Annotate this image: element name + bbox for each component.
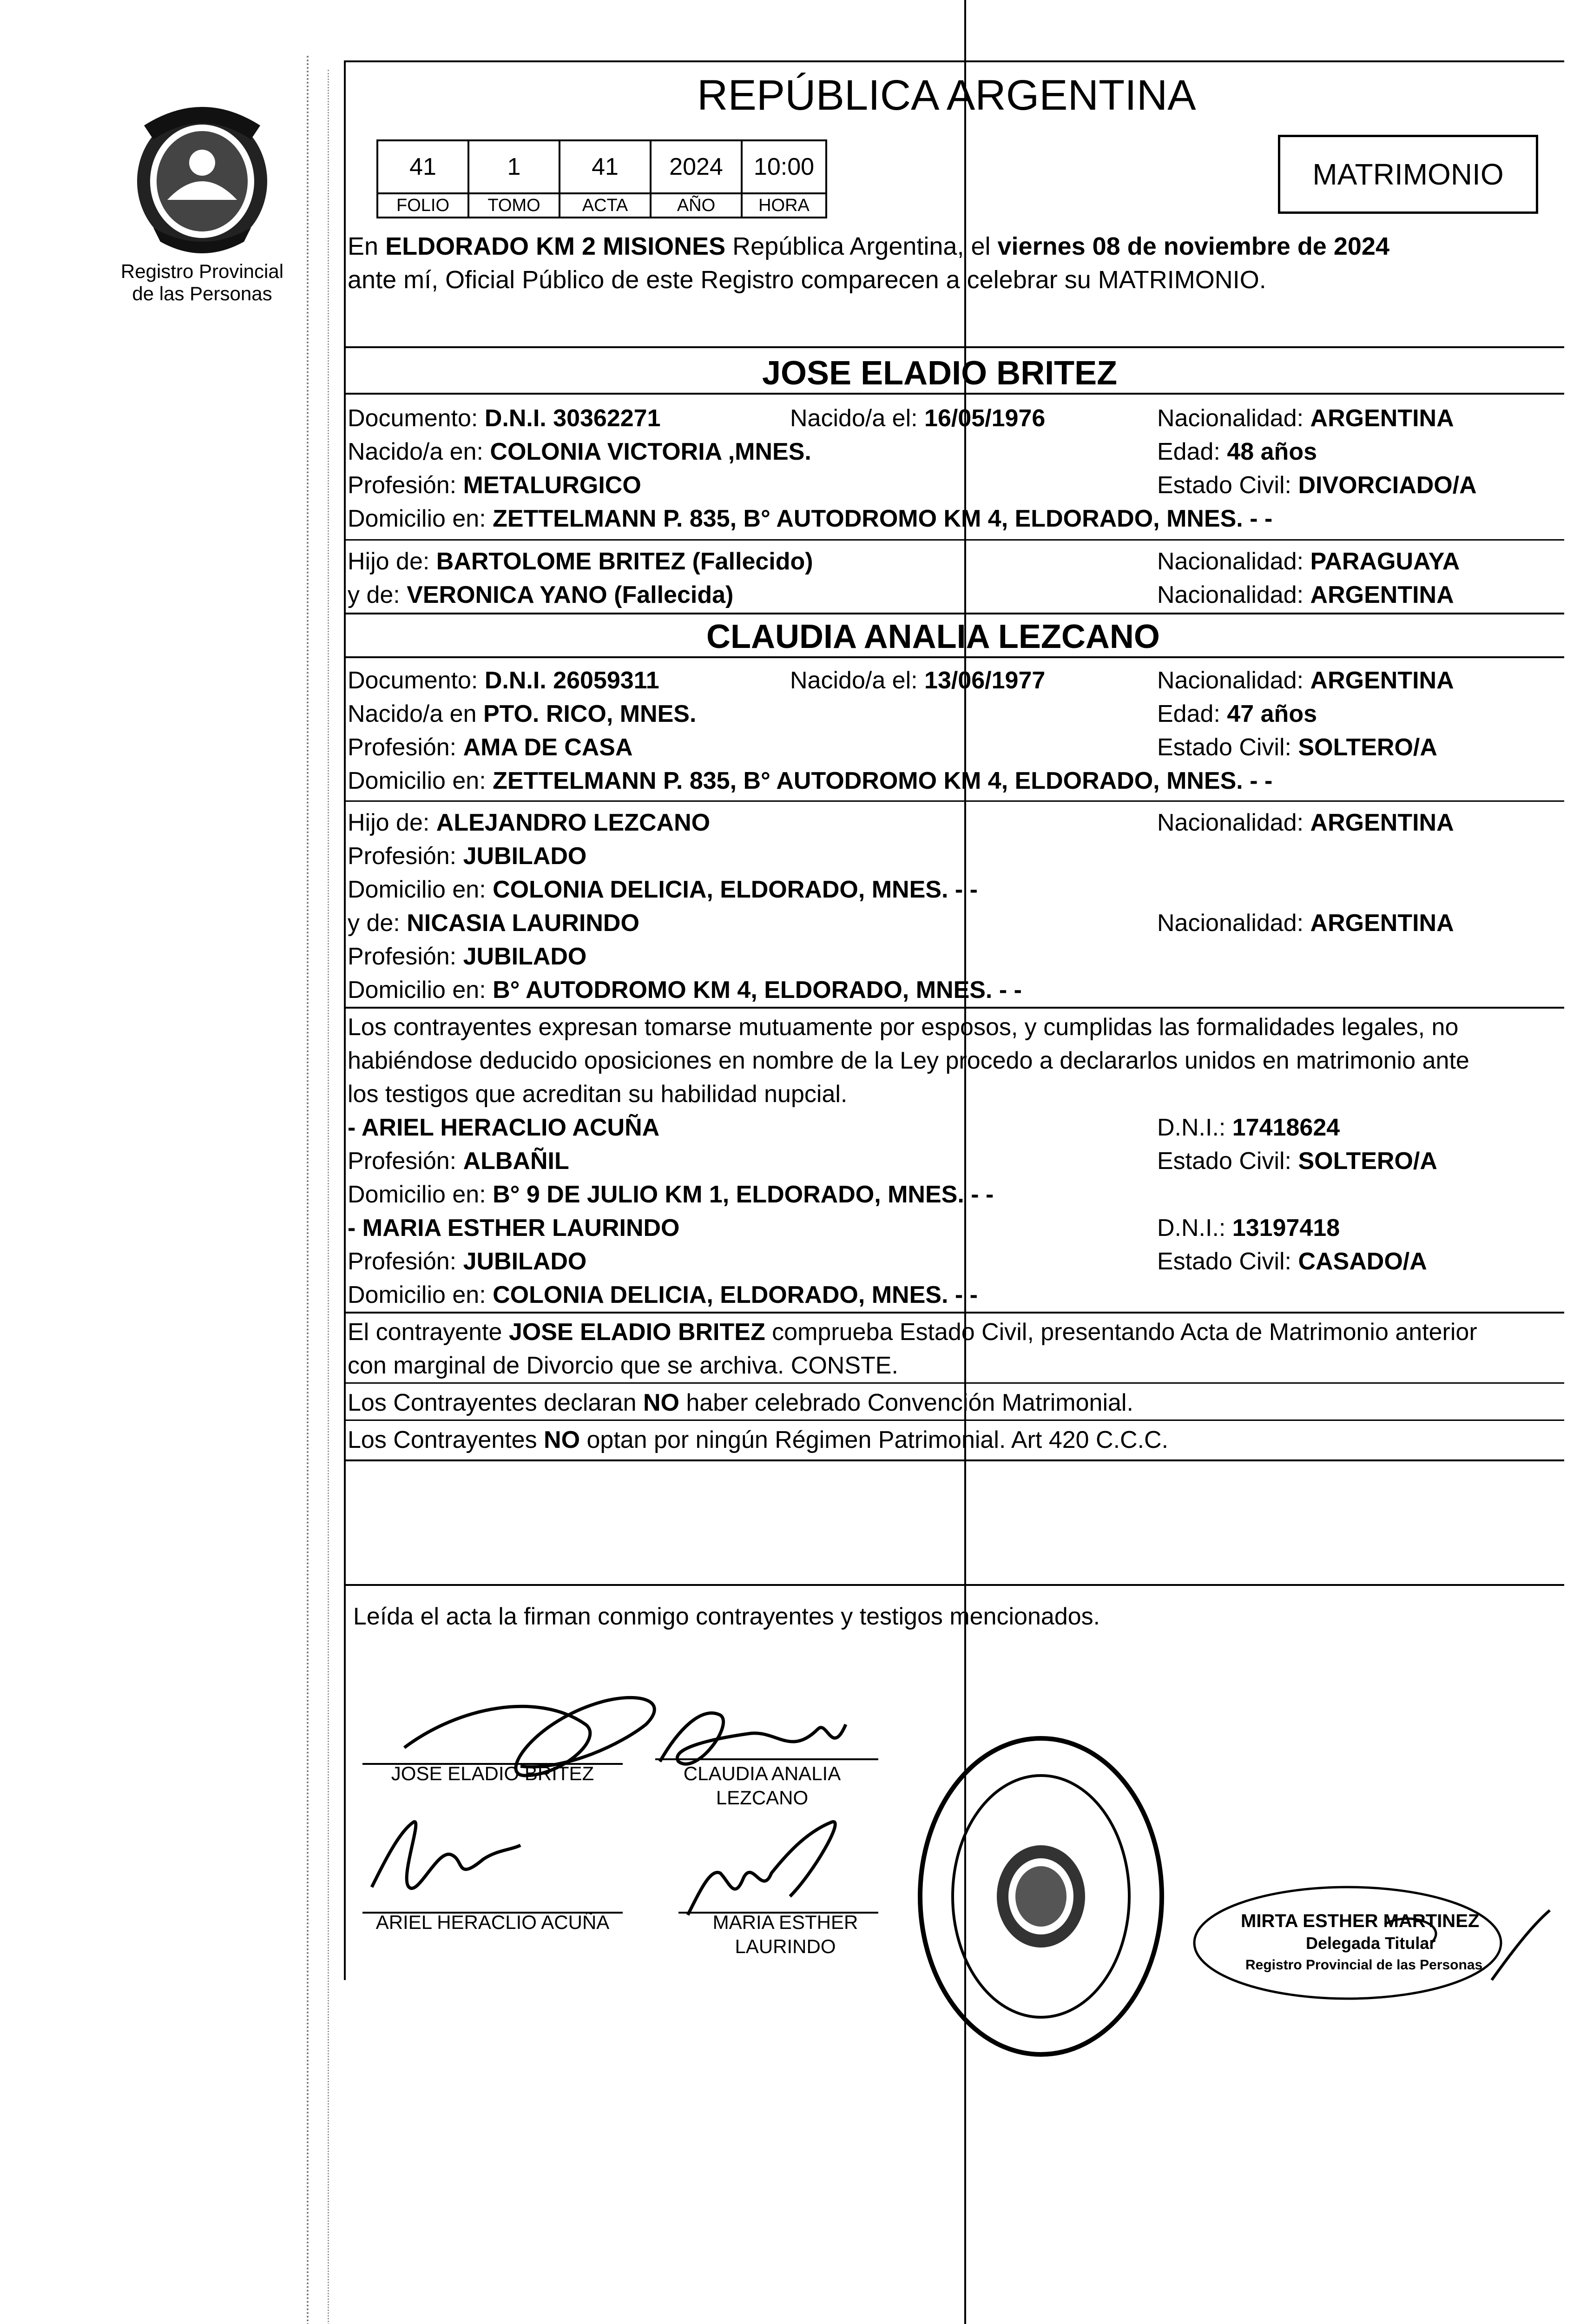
label: Profesión: bbox=[348, 734, 463, 761]
witness2-civil bbox=[1157, 1248, 1427, 1275]
sep-note2 bbox=[344, 1419, 1564, 1421]
groom-nat bbox=[1157, 404, 1454, 432]
province-logo bbox=[125, 93, 279, 260]
closing-text: Leída el acta la firman conmigo contrayentes y testigos mencionados. bbox=[353, 1603, 1100, 1630]
label: Nacionalidad: bbox=[1157, 910, 1310, 937]
bride-mother-addr bbox=[348, 976, 1022, 1004]
record-table bbox=[376, 139, 827, 218]
official-signature-block bbox=[1190, 1868, 1552, 2008]
witness1-civil bbox=[1157, 1147, 1437, 1175]
note-convention bbox=[348, 1389, 1133, 1417]
intro-date: viernes 08 de noviembre de 2024 bbox=[997, 232, 1389, 260]
hora-value: 10:00 bbox=[741, 139, 827, 194]
witness2-dni-value: 13197418 bbox=[1232, 1215, 1340, 1241]
bride-mother bbox=[348, 909, 639, 937]
declaration-line3: los testigos que acreditan su habilidad nupcial. bbox=[348, 1081, 848, 1108]
bride-prof-value: AMA DE CASA bbox=[463, 734, 633, 761]
groom-father-value: BARTOLOME BRITEZ (Fallecido) bbox=[436, 548, 813, 575]
witness1-addr-value: B° 9 DE JULIO KM 1, ELDORADO, MNES. - - bbox=[493, 1181, 994, 1208]
groom-age bbox=[1157, 438, 1317, 466]
groom-doc-value: D.N.I. 30362271 bbox=[484, 405, 661, 432]
groom-prof bbox=[348, 471, 641, 499]
note-regime bbox=[348, 1426, 1168, 1454]
label: Profesión: bbox=[348, 1248, 463, 1275]
label: Domicilio en: bbox=[348, 977, 493, 1004]
witness1-civil-value: SOLTERO/A bbox=[1298, 1148, 1437, 1175]
bride-civil-value: SOLTERO/A bbox=[1298, 734, 1437, 761]
note-text: Los Contrayentes declaran bbox=[348, 1389, 643, 1416]
label: Documento: bbox=[348, 405, 485, 432]
bride-prof bbox=[348, 733, 633, 761]
sep-note1 bbox=[344, 1382, 1564, 1384]
bride-father-nat bbox=[1157, 809, 1454, 837]
groom-father bbox=[348, 548, 813, 575]
office-line2: de las Personas bbox=[132, 283, 272, 304]
witness2-prof bbox=[348, 1248, 586, 1275]
witness1-name: - ARIEL HERACLIO ACUÑA bbox=[348, 1114, 660, 1141]
witness2-signature-caption bbox=[678, 1910, 892, 1959]
bride-age-value: 47 años bbox=[1227, 700, 1317, 727]
groom-age-value: 48 años bbox=[1227, 438, 1317, 465]
label: Hijo de: bbox=[348, 809, 436, 836]
official-name: MIRTA ESTHER MARTINEZ bbox=[1241, 1911, 1480, 1931]
official-role: Delegada Titular bbox=[1306, 1934, 1436, 1953]
bride-nat-value: ARGENTINA bbox=[1310, 667, 1454, 694]
label: y de: bbox=[348, 910, 407, 937]
anio-value: 2024 bbox=[650, 139, 743, 194]
intro-line1 bbox=[348, 232, 1389, 260]
office-line1: Registro Provincial bbox=[120, 260, 284, 282]
witness1-prof bbox=[348, 1147, 569, 1175]
sep-note3 bbox=[344, 1459, 1564, 1461]
label: Hijo de: bbox=[348, 548, 436, 575]
acta-label: ACTA bbox=[559, 192, 652, 218]
label: Domicilio en: bbox=[348, 767, 493, 794]
bride-father-nat-value: ARGENTINA bbox=[1310, 809, 1454, 836]
intro-line2: ante mí, Oficial Público de este Registro comparecen a celebrar su MATRIMONIO. bbox=[348, 266, 1266, 294]
note-text: haber celebrado Convención Matrimonial. bbox=[679, 1389, 1133, 1416]
bride-father-addr bbox=[348, 876, 978, 904]
note-civil-status bbox=[348, 1318, 1477, 1346]
label: Edad: bbox=[1157, 438, 1227, 465]
bride-caption-1: CLAUDIA ANALIA bbox=[683, 1763, 841, 1784]
bride-birthplace-value: PTO. RICO, MNES. bbox=[483, 700, 697, 727]
witness2-addr bbox=[348, 1281, 978, 1309]
label: D.N.I.: bbox=[1157, 1114, 1232, 1141]
registry-seal bbox=[911, 1729, 1171, 2064]
label: Nacionalidad: bbox=[1157, 548, 1310, 575]
witness1-signature-caption: ARIEL HERACLIO ACUÑA bbox=[375, 1911, 610, 1933]
witness1-prof-value: ALBAÑIL bbox=[463, 1148, 569, 1175]
sep-bride-addr bbox=[344, 800, 1564, 802]
label: Domicilio en: bbox=[348, 876, 493, 903]
groom-mother-nat bbox=[1157, 581, 1454, 609]
folio-value: 41 bbox=[376, 139, 469, 194]
margin-dotted-line bbox=[307, 56, 309, 2324]
bride-birthplace bbox=[348, 700, 696, 728]
sep-groom-name bbox=[344, 393, 1564, 395]
sep-intro bbox=[344, 346, 1564, 348]
label: Documento: bbox=[348, 667, 485, 694]
label: Nacido/a en: bbox=[348, 438, 490, 465]
tomo-value: 1 bbox=[467, 139, 560, 194]
margin-dotted-line-2 bbox=[328, 70, 329, 2324]
groom-doc bbox=[348, 404, 661, 432]
logo-caption bbox=[93, 260, 311, 305]
bride-father-prof-value: JUBILADO bbox=[463, 843, 587, 870]
groom-born bbox=[790, 404, 1045, 432]
declaration-line2: habiéndose deducido oposiciones en nombre de la Ley procedo a declararlos unidos en matrimonio ante bbox=[348, 1047, 1469, 1074]
note-groom-name: JOSE ELADIO BRITEZ bbox=[508, 1319, 765, 1346]
label: Edad: bbox=[1157, 700, 1227, 727]
note-text: comprueba Estado Civil, presentando Acta de Matrimonio anterior bbox=[765, 1319, 1477, 1346]
witness1-dni bbox=[1157, 1114, 1340, 1142]
groom-mother-value: VERONICA YANO (Fallecida) bbox=[407, 581, 734, 608]
sep-bride-end bbox=[344, 1007, 1564, 1009]
sep-groom-addr bbox=[344, 539, 1564, 541]
groom-birthplace-value: COLONIA VICTORIA ,MNES. bbox=[490, 438, 811, 465]
groom-name: JOSE ELADIO BRITEZ bbox=[762, 355, 1118, 392]
bride-civil bbox=[1157, 733, 1437, 761]
label: Profesión: bbox=[348, 1148, 463, 1175]
witness1-dni-value: 17418624 bbox=[1232, 1114, 1340, 1141]
groom-father-nat bbox=[1157, 548, 1460, 575]
groom-civil-value: DIVORCIADO/A bbox=[1298, 472, 1477, 499]
label: Domicilio en: bbox=[348, 505, 493, 532]
groom-prof-value: METALURGICO bbox=[463, 472, 641, 499]
label: Estado Civil: bbox=[1157, 1148, 1298, 1175]
label: Nacionalidad: bbox=[1157, 581, 1310, 608]
label: Nacionalidad: bbox=[1157, 667, 1310, 694]
country-title: REPÚBLICA ARGENTINA bbox=[697, 72, 1196, 119]
witness2-caption-1: MARIA ESTHER bbox=[712, 1911, 858, 1933]
label: Domicilio en: bbox=[348, 1281, 493, 1308]
act-type: MATRIMONIO bbox=[1312, 158, 1504, 191]
label: Domicilio en: bbox=[348, 1181, 493, 1208]
label: Estado Civil: bbox=[1157, 1248, 1298, 1275]
label: y de: bbox=[348, 581, 407, 608]
note-text: El contrayente bbox=[348, 1319, 509, 1346]
label: Profesión: bbox=[348, 472, 463, 499]
groom-born-value: 16/05/1976 bbox=[924, 405, 1046, 432]
acta-value: 41 bbox=[559, 139, 652, 194]
groom-civil bbox=[1157, 471, 1477, 499]
bride-mother-nat-value: ARGENTINA bbox=[1310, 910, 1454, 937]
groom-addr-value: ZETTELMANN P. 835, B° AUTODROMO KM 4, ELDORADO, MNES. - - bbox=[493, 505, 1273, 532]
bride-addr-value: ZETTELMANN P. 835, B° AUTODROMO KM 4, ELDORADO, MNES. - - bbox=[493, 767, 1273, 794]
intro-place: ELDORADO KM 2 MISIONES bbox=[385, 232, 726, 260]
sep-witness-end bbox=[344, 1312, 1564, 1314]
bride-father-prof bbox=[348, 842, 586, 870]
label: Nacido/a el: bbox=[790, 405, 925, 432]
note-text: optan por ningún Régimen Patrimonial. Art 420 C.C.C. bbox=[580, 1426, 1169, 1453]
label: Nacido/a el: bbox=[790, 667, 925, 694]
witness2-name: - MARIA ESTHER LAURINDO bbox=[348, 1215, 680, 1241]
tomo-label: TOMO bbox=[467, 192, 560, 218]
declaration-line1: Los contrayentes expresan tomarse mutuamente por esposos, y cumplidas las formalidades legales, no bbox=[348, 1014, 1459, 1041]
groom-mother-nat-value: ARGENTINA bbox=[1310, 581, 1454, 608]
bride-father-value: ALEJANDRO LEZCANO bbox=[436, 809, 711, 836]
sep-blank-area bbox=[344, 1584, 1564, 1586]
folio-label: FOLIO bbox=[376, 192, 469, 218]
bride-mother-prof-value: JUBILADO bbox=[463, 943, 587, 970]
groom-mother bbox=[348, 581, 733, 609]
groom-addr bbox=[348, 505, 1272, 533]
bride-born bbox=[790, 667, 1045, 694]
groom-nat-value: ARGENTINA bbox=[1310, 405, 1454, 432]
label: Estado Civil: bbox=[1157, 472, 1298, 499]
sep-bride-name bbox=[344, 656, 1564, 658]
witness2-caption-2: LAURINDO bbox=[735, 1935, 836, 1957]
witness2-dni bbox=[1157, 1214, 1340, 1242]
bride-name: CLAUDIA ANALIA LEZCANO bbox=[706, 618, 1160, 655]
bride-caption-2: LEZCANO bbox=[716, 1787, 809, 1809]
witness2-addr-value: COLONIA DELICIA, ELDORADO, MNES. - - bbox=[493, 1281, 978, 1308]
label: Nacionalidad: bbox=[1157, 809, 1310, 836]
groom-signature-caption: JOSE ELADIO BRITEZ bbox=[391, 1763, 594, 1784]
hora-label: HORA bbox=[741, 192, 827, 218]
bride-doc-value: D.N.I. 26059311 bbox=[484, 667, 659, 694]
intro-text-a: En bbox=[348, 232, 386, 260]
bride-signature-caption bbox=[655, 1762, 869, 1810]
bride-father-addr-value: COLONIA DELICIA, ELDORADO, MNES. - - bbox=[493, 876, 978, 903]
bride-mother-prof bbox=[348, 943, 586, 971]
witness2-civil-value: CASADO/A bbox=[1298, 1248, 1427, 1275]
frame-top bbox=[344, 60, 1564, 62]
sep-groom-end bbox=[344, 613, 1564, 614]
note-text: Los Contrayentes bbox=[348, 1426, 544, 1453]
anio-label: AÑO bbox=[650, 192, 743, 218]
groom-birthplace bbox=[348, 438, 811, 466]
bride-age bbox=[1157, 700, 1317, 728]
note-no: NO bbox=[643, 1389, 679, 1416]
bride-mother-nat bbox=[1157, 909, 1454, 937]
groom-father-nat-value: PARAGUAYA bbox=[1310, 548, 1460, 575]
act-type-box bbox=[1278, 135, 1538, 214]
bride-born-value: 13/06/1977 bbox=[924, 667, 1046, 694]
witness1-addr bbox=[348, 1181, 994, 1208]
intro-text-b: República Argentina, el bbox=[725, 232, 998, 260]
bride-mother-value: NICASIA LAURINDO bbox=[407, 910, 639, 937]
bride-mother-addr-value: B° AUTODROMO KM 4, ELDORADO, MNES. - - bbox=[493, 977, 1022, 1004]
label: Profesión: bbox=[348, 943, 463, 970]
label: D.N.I.: bbox=[1157, 1215, 1232, 1241]
bride-addr bbox=[348, 767, 1272, 795]
witness2-prof-value: JUBILADO bbox=[463, 1248, 587, 1275]
official-office: Registro Provincial de las Personas bbox=[1245, 1957, 1483, 1973]
bride-nat bbox=[1157, 667, 1454, 694]
label: Estado Civil: bbox=[1157, 734, 1298, 761]
note-civil-status-2: con marginal de Divorcio que se archiva. CONSTE. bbox=[348, 1352, 898, 1379]
note-no: NO bbox=[544, 1426, 580, 1453]
label: Profesión: bbox=[348, 843, 463, 870]
label: Nacionalidad: bbox=[1157, 405, 1310, 432]
bride-doc bbox=[348, 667, 659, 694]
label: Nacido/a en bbox=[348, 700, 483, 727]
bride-father bbox=[348, 809, 710, 837]
